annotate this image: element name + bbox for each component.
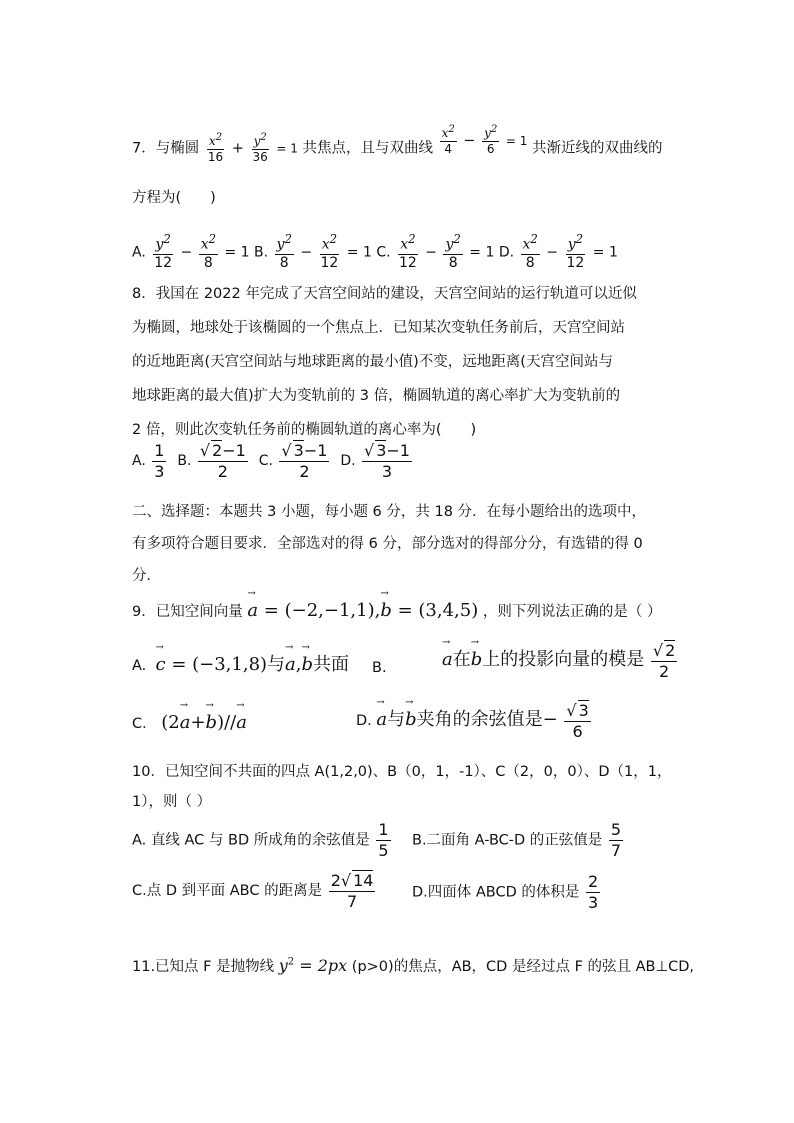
q8-line3: 的近地距离(天宫空间站与地球距离的最小值)不变，远地距离(天宫空间站与 (132, 354, 613, 370)
q7-option-d: = 1 D. (469, 244, 515, 261)
q8-option-d: D. (340, 453, 356, 469)
section2-line2: 有多项符合题目要求．全部选对的得 6 分，部分选对的得部分分，有选错的得 0 (132, 536, 643, 552)
section2-line3: 分． (132, 568, 161, 584)
q10-option-b: B.二面角 A-BC-D 的正弦值是 $\frac{5}{7}$ (412, 820, 622, 860)
q9-option-c: C． (2→ a+→ b)//→ a (132, 712, 247, 733)
q10-line1: 10．已知空间不共面的四点 A(1,2,0)、B（0，1，-1）、C（2，0，0）、D（1，1， (132, 764, 672, 780)
q8-options: A. $\frac{1}{3}$ B. $\frac{√ 2-1}{2}$ C. $\frac{√ 3-1}{2}$ D. $\frac{√ 3-1}{3}$ (132, 440, 410, 481)
q10-line2: 1），则（ ） (132, 794, 212, 810)
q7-option-a: A. (132, 244, 146, 261)
q8-option-a: A. (132, 453, 146, 469)
q10-option-c: C.点 D 到平面 ABC 的距离是 $\frac{2√ 14}{7}$ (132, 871, 374, 911)
q9-stem: 9．已知空间向量 → a = (−2,−1,1),→ b = (3,4,5) ，则下列说法正确的是（ ） (132, 600, 661, 621)
q7-options: A. $\frac{y^2}{12}$ − $\frac{x^2}{8}$ = 1 B. $\frac{y^2}{8}$ − $\frac{x^2}{12}$ = 1 C. $\frac{x^2}{12}$ − $\frac{y^2}{8}$ = 1 D. $\frac{x^2}{8}$ − $\frac{y^2}{12}$ = 1 (132, 232, 618, 272)
q8-option-b: B. (177, 453, 192, 469)
q7-line2: 方程为( ) (132, 190, 216, 206)
section2-line1: 二、选择题：本题共 3 小题，每小题 6 分，共 18 分．在每小题给出的选项中， (132, 504, 647, 520)
ellipse-frac-y: $\frac{y^2}{36}$ (252, 132, 268, 164)
q10-option-a: A. 直线 AC 与 BD 所成角的余弦值是 $\frac{1}{5}$ (132, 820, 389, 860)
q8-line5: 2 倍，则此次变轨任务前的椭圆轨道的离心率为( ) (132, 422, 477, 438)
q10-option-d: D.四面体 ABCD 的体积是 $\frac{2}{3}$ (412, 872, 599, 912)
q9-option-b: → a在→ b上的投影向量的模是 $\frac{√ 2}{2}$ (442, 640, 679, 682)
q9-option-b-label: B. (372, 660, 387, 676)
q7-text-2: 共焦点，且与双曲线 (302, 140, 434, 157)
ellipse-frac-x: $\frac{x^2}{16}$ (207, 132, 224, 164)
q8-line2: 为椭圆，地球处于该椭圆的一个焦点上．已知某次变轨任务前后，天宫空间站 (132, 320, 625, 336)
hyper-frac-y: $\frac{y^2}{6}$ (484, 124, 498, 156)
q7-line1: 7．与椭圆 $\frac{x^2}{16}$ + $\frac{y^2}{36}$ = 1 共焦点，且与双曲线 $\frac{x^2}{4}$ − $\frac{y^2}{6}$ $^{= 1}$ 共渐近线的双曲线的 (132, 124, 663, 164)
q9-option-a: A. → c = (−3,1,8)与→ a,→ b共面 (132, 650, 349, 676)
q8-line4: 地球距离的最大值)扩大为变轨前的 3 倍，椭圆轨道的离心率扩大为变轨前的 (132, 388, 621, 404)
q7-eq1: = 1 (276, 141, 298, 156)
q7-text-1: 7．与椭圆 (132, 140, 200, 157)
q8-option-c: C. (258, 453, 273, 469)
q9-option-d: D. → a与→ b夹角的余弦值是− $\frac{√ 3}{6}$ (356, 700, 593, 742)
q11-stem: 11.已知点 F 是抛物线 $y^2 = 2px$ (p>0)的焦点，AB，CD 是经过点 F 的弦且 AB⊥CD, (132, 956, 695, 975)
q7-option-b: = 1 B. (224, 244, 269, 261)
hyper-frac-x: $\frac{x^2}{4}$ (441, 124, 455, 156)
q7-option-c: = 1 C. (346, 244, 391, 261)
q7-text-3: 共渐近线的双曲线的 (532, 140, 663, 157)
q7-eq2: = 1 (505, 133, 528, 148)
q8-line1: 8．我国在 2022 年完成了天宫空间站的建设，天宫空间站的运行轨道可以近似 (132, 286, 637, 302)
